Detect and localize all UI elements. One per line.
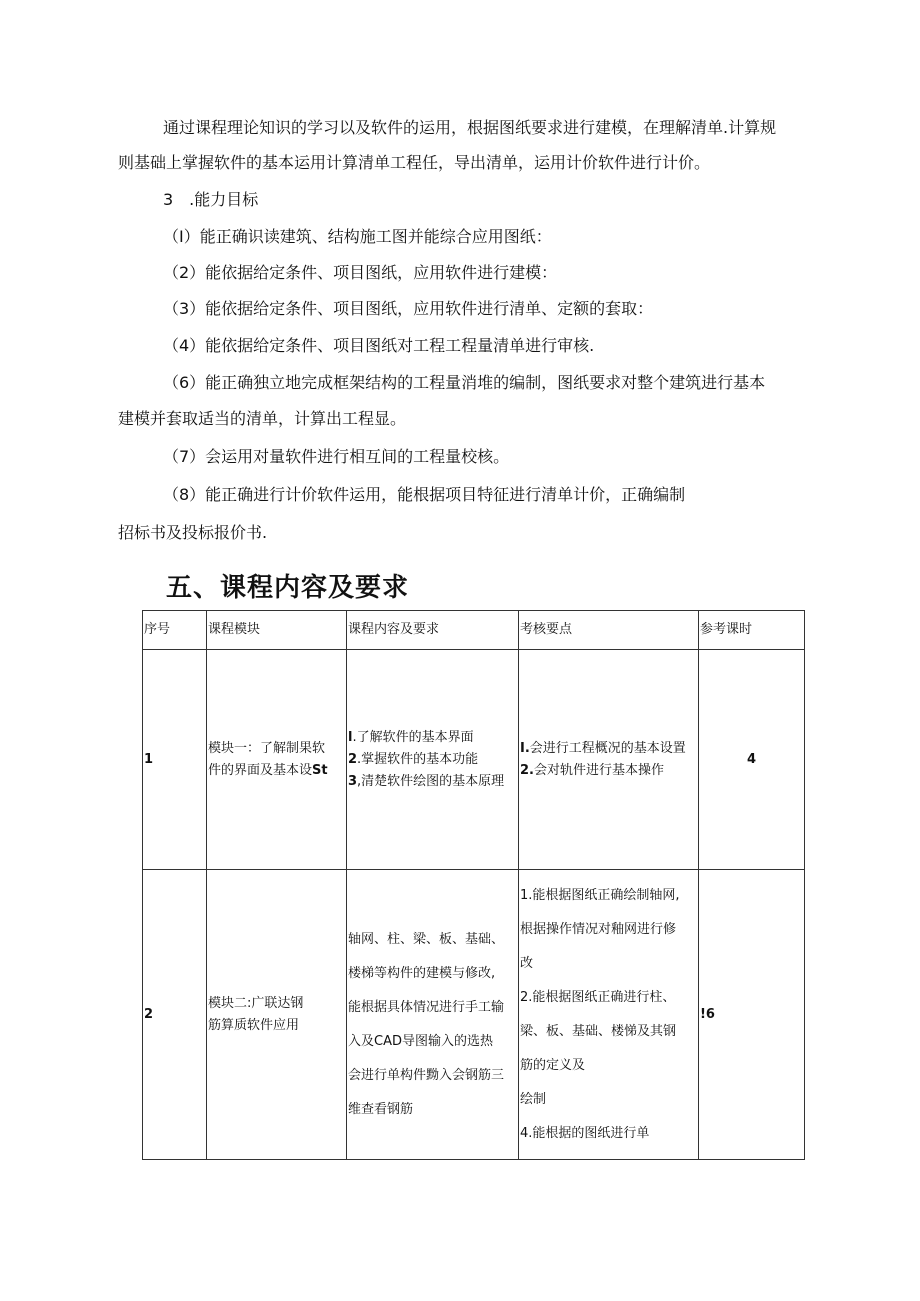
module-line: 模块一：了解制果软 xyxy=(208,740,326,756)
row-number: 1 xyxy=(143,650,207,870)
assessment-line: 4.能根据的图纸进行单 xyxy=(520,1125,650,1141)
header-cell: 参考课时 xyxy=(699,611,805,650)
content-line: 入及CAD导图输入的选热 xyxy=(348,1033,493,1049)
hours-cell: 4 xyxy=(699,650,805,870)
assessment-line: 2.能根据图纸正确进行柱、 xyxy=(520,989,676,1005)
header-cell: 课程模块 xyxy=(207,611,347,650)
content-line: 轴网、柱、梁、板、基础、 xyxy=(348,931,505,947)
content-cell xyxy=(347,870,519,1160)
content-cell xyxy=(347,650,519,870)
ability-item: （I）能正确识读建筑、结构施工图并能综合应用图纸： xyxy=(163,227,552,246)
content-line: 2.掌握软件的基本功能 xyxy=(348,751,479,767)
ability-item: （6）能正确独立地完成框架结构的工程量消堆的编制，图纸要求对整个建筑进行基本 xyxy=(163,373,766,392)
table-row xyxy=(143,870,805,1160)
ability-item: （8）能正确进行计价软件运用，能根据项目特征进行清单计价，正确编制 xyxy=(163,485,686,504)
module-cell xyxy=(207,650,347,870)
assessment-line: 绘制 xyxy=(520,1091,547,1107)
module-cell xyxy=(207,870,347,1160)
module-line: 件的界面及基本设St xyxy=(208,762,328,778)
assessment-line: 改 xyxy=(520,955,534,971)
ability-item-continued: 招标书及投标报价书. xyxy=(118,523,268,542)
assessment-line: 1.能根据图纸正确绘制轴网, xyxy=(520,887,680,903)
intro-line-2: 则基础上掌握软件的基本运用计算清单工程任，导出清单，运用计价软件进行计价。 xyxy=(118,153,711,172)
assessment-line: 筋的定义及 xyxy=(520,1057,586,1073)
row-number: 2 xyxy=(143,870,207,1160)
content-line: 维查看钢筋 xyxy=(348,1101,414,1117)
header-cell: 课程内容及要求 xyxy=(347,611,519,650)
assessment-line: I.会进行工程概况的基本设置 xyxy=(520,740,686,756)
ability-item: （2）能依据给定条件、项目图纸，应用软件进行建模： xyxy=(163,263,558,282)
intro-line-1: 通过课程理论知识的学习以及软件的运用，根据图纸要求进行建模，在理解清单.计算规 xyxy=(163,118,777,137)
ability-item: （3）能依据给定条件、项目图纸，应用软件进行清单、定额的套取： xyxy=(163,299,654,318)
header-cell: 序号 xyxy=(143,611,207,650)
assessment-line: 梁、板、基础、楼悌及其钢 xyxy=(520,1023,677,1039)
module-line: 筋算质软件应用 xyxy=(208,1017,300,1033)
course-content-table xyxy=(142,610,805,1160)
content-line: 楼梯等构件的建模与修改, xyxy=(348,965,496,981)
module-line: 模块二:广联达钢 xyxy=(208,995,304,1011)
assessment-cell xyxy=(519,650,699,870)
ability-item: （4）能依据给定条件、项目图纸对工程工程量清单进行审核. xyxy=(163,336,595,355)
section-5-heading: 五、课程内容及要求 xyxy=(166,573,410,603)
assessment-line: 根据操作情况对釉网进行修 xyxy=(520,921,677,937)
content-line: 能根据具体情况进行手工输 xyxy=(348,999,505,1015)
content-line: 3,清楚软件绘图的基本原理 xyxy=(348,773,505,789)
ability-item-continued: 建模并套取适当的清单，计算出工程显。 xyxy=(118,409,407,428)
hours-cell: !6 xyxy=(699,870,805,1160)
section-3-heading: 3 .能力目标 xyxy=(163,190,259,209)
assessment-line: 2.会对轨件进行基本操作 xyxy=(520,762,664,778)
ability-item: （7）会运用对量软件进行相互间的工程量校核。 xyxy=(163,447,510,466)
table-row xyxy=(143,650,805,870)
assessment-cell xyxy=(519,870,699,1160)
content-line: 会进行单构件黝入会钢筋三 xyxy=(348,1067,505,1083)
content-line: l.了解软件的基本界面 xyxy=(348,729,474,745)
header-cell: 考核要点 xyxy=(519,611,699,650)
table-header-row xyxy=(143,611,805,650)
